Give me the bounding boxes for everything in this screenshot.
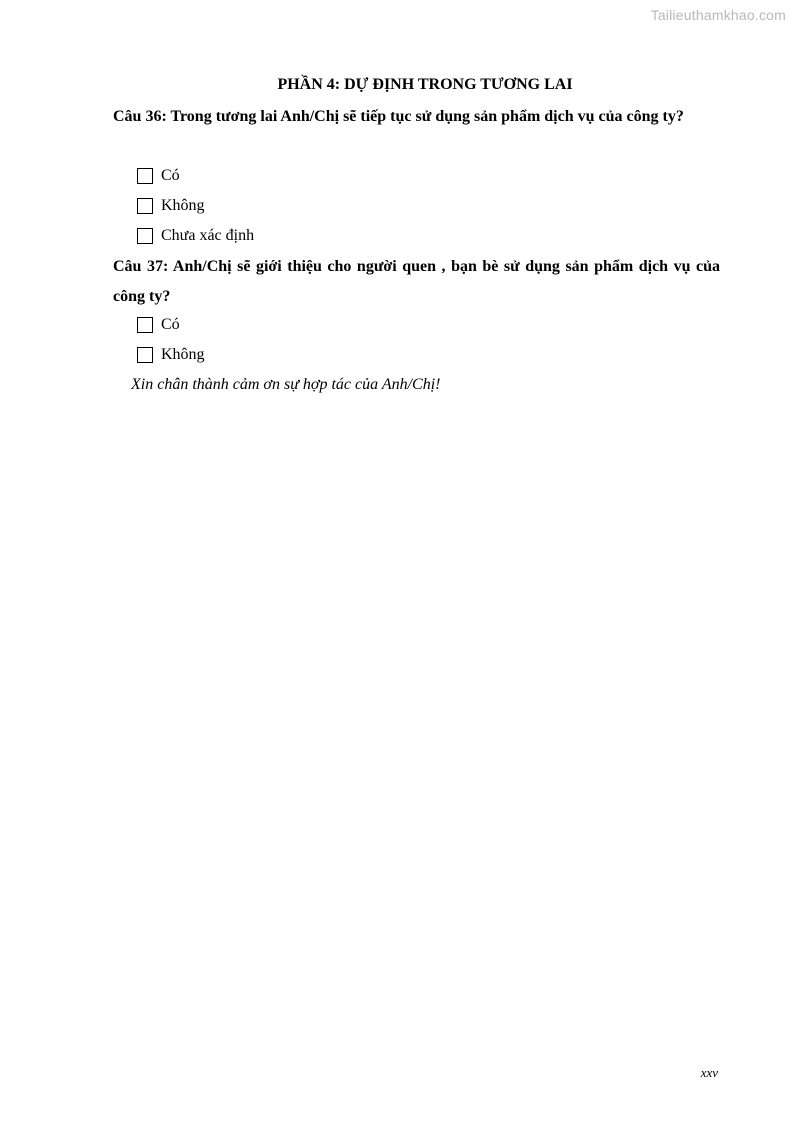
checkbox-icon[interactable] <box>137 168 153 184</box>
closing-thanks: Xin chân thành cảm ơn sự hợp tác của Anh/Chị! <box>131 376 441 393</box>
q37-option-co[interactable] <box>137 315 180 335</box>
option-label: Không <box>161 346 205 363</box>
question-37: Câu 37: Anh/Chị sẽ giới thiệu cho người quen , bạn bè sử dụng sản phẩm dịch vụ của công ty? <box>113 258 720 305</box>
watermark: Tailieuthamkhao.com <box>650 7 786 23</box>
checkbox-icon[interactable] <box>137 347 153 363</box>
option-label: Không <box>161 197 205 214</box>
option-label: Có <box>161 167 180 184</box>
page-number: xxv <box>700 1065 718 1080</box>
question-36: Câu 36: Trong tương lai Anh/Chị sẽ tiếp tục sử dụng sản phẩm dịch vụ của công ty? <box>113 108 684 125</box>
q37-option-khong[interactable] <box>137 345 205 365</box>
section-title: PHẦN 4: DỰ ĐỊNH TRONG TƯƠNG LAI <box>277 76 573 93</box>
q36-option-chua-xac-dinh[interactable] <box>137 226 254 246</box>
checkbox-icon[interactable] <box>137 317 153 333</box>
checkbox-icon[interactable] <box>137 228 153 244</box>
q36-option-khong[interactable] <box>137 196 205 216</box>
option-label: Chưa xác định <box>161 227 255 244</box>
option-label: Có <box>161 316 180 333</box>
checkbox-icon[interactable] <box>137 198 153 214</box>
q36-option-co[interactable] <box>137 166 180 186</box>
